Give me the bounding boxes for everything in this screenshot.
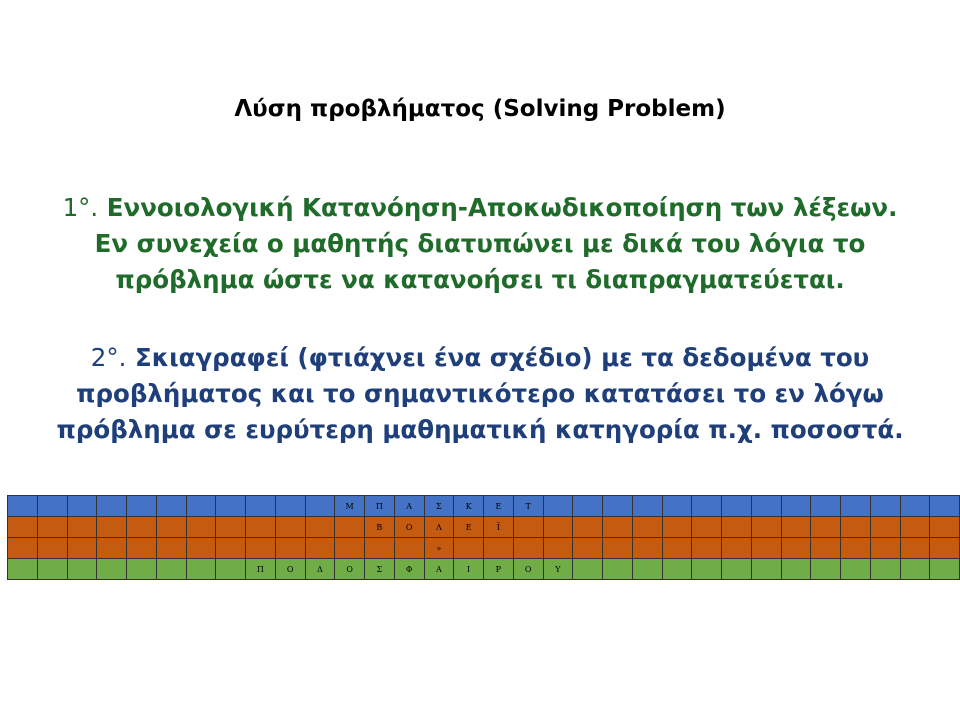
grid-cell: Ε (484, 496, 514, 517)
grid-cell (8, 517, 38, 538)
grid-cell (37, 496, 67, 517)
grid-cell (900, 559, 930, 580)
grid-cell (632, 559, 662, 580)
grid-cell (335, 538, 365, 559)
grid-cell: Ρ (484, 559, 514, 580)
grid-cell (216, 496, 246, 517)
grid-cell (156, 496, 186, 517)
grid-cell: Υ (543, 559, 573, 580)
grid-cell: Ο (275, 559, 305, 580)
grid-cell (156, 538, 186, 559)
grid-cell: Σ (424, 496, 454, 517)
grid-cell (632, 496, 662, 517)
grid-cell (662, 538, 692, 559)
slide-title: Λύση προβλήματος (Solving Problem) (234, 96, 726, 122)
grid-cell (67, 496, 97, 517)
grid-cell (900, 538, 930, 559)
step-1-text (0, 190, 960, 298)
grid-cell (97, 538, 127, 559)
grid-row (8, 559, 960, 580)
grid-cell: Β (365, 517, 395, 538)
grid-cell (305, 496, 335, 517)
grid-cell (67, 538, 97, 559)
grid-cell (781, 538, 811, 559)
grid-cell (127, 517, 157, 538)
step-2-line-3: πρόβλημα σε ευρύτερη μαθηματική κατηγορία π.χ. ποσοστά. (56, 415, 904, 444)
grid-cell (394, 538, 424, 559)
grid-cell (603, 517, 633, 538)
grid-cell: Κ (454, 496, 484, 517)
grid-cell (841, 559, 871, 580)
grid-cell (870, 559, 900, 580)
grid-cell (127, 496, 157, 517)
step-2-line-2: προβλήματος και το σημαντικότερο κατατάσει το εν λόγω (76, 379, 884, 408)
grid-cell (543, 517, 573, 538)
crossword-grid (7, 495, 960, 580)
grid-cell (781, 517, 811, 538)
grid-cell (870, 496, 900, 517)
grid-cell (186, 538, 216, 559)
grid-cell (722, 517, 752, 538)
grid-cell (8, 559, 38, 580)
grid-cell: » (424, 538, 454, 559)
grid-cell (454, 538, 484, 559)
grid-cell (513, 517, 543, 538)
grid-cell (692, 559, 722, 580)
grid-cell: Λ (424, 517, 454, 538)
grid-cell (216, 538, 246, 559)
grid-cell (632, 517, 662, 538)
grid-row (8, 517, 960, 538)
grid-cell (67, 559, 97, 580)
grid-cell (484, 538, 514, 559)
grid-cell: Ε (454, 517, 484, 538)
grid-cell (603, 559, 633, 580)
grid-cell (37, 517, 67, 538)
grid-cell (67, 517, 97, 538)
grid-cell (216, 517, 246, 538)
grid-cell (8, 538, 38, 559)
grid-cell (186, 517, 216, 538)
grid-cell: Σ (365, 559, 395, 580)
grid-cell (662, 559, 692, 580)
grid-cell (37, 538, 67, 559)
grid-cell (156, 517, 186, 538)
grid-cell (900, 496, 930, 517)
step-1-line-1-text: Εννοιολογική Κατανόηση-Αποκωδικοποίηση των λέξεων. (106, 193, 898, 222)
step-1-line-2: Εν συνεχεία ο μαθητής διατυπώνει με δικά του λόγια το (94, 229, 866, 258)
grid-cell: Δ (305, 559, 335, 580)
grid-cell (246, 496, 276, 517)
grid-cell: Ο (513, 559, 543, 580)
grid-cell (692, 496, 722, 517)
grid-cell (8, 496, 38, 517)
grid-cell: Α (394, 496, 424, 517)
grid-cell (275, 496, 305, 517)
step-1-number: 1°. (62, 193, 99, 222)
grid-cell (543, 538, 573, 559)
grid-cell (781, 559, 811, 580)
grid-cell (811, 496, 841, 517)
grid-cell (722, 496, 752, 517)
step-1-line-3: πρόβλημα ώστε να κατανοήσει τι διαπραγματεύεται. (115, 265, 845, 294)
grid-cell (97, 559, 127, 580)
grid-cell: Τ (513, 496, 543, 517)
grid-cell (305, 517, 335, 538)
grid-cell: Φ (394, 559, 424, 580)
grid-cell: Ϊ (484, 517, 514, 538)
grid-cell (870, 517, 900, 538)
grid-cell (870, 538, 900, 559)
grid-cell (37, 559, 67, 580)
grid-cell (603, 496, 633, 517)
grid-cell (632, 538, 662, 559)
grid-cell: Π (365, 496, 395, 517)
grid-cell: Α (424, 559, 454, 580)
grid-cell (781, 496, 811, 517)
grid-cell: Ο (394, 517, 424, 538)
grid-cell (841, 517, 871, 538)
grid-cell (751, 559, 781, 580)
grid-cell (900, 517, 930, 538)
grid-cell (603, 538, 633, 559)
grid-cell (275, 538, 305, 559)
step-2-number: 2°. (90, 343, 127, 372)
grid-cell (662, 517, 692, 538)
grid-cell (186, 559, 216, 580)
grid-cell (246, 517, 276, 538)
grid-cell (751, 517, 781, 538)
grid-cell (751, 496, 781, 517)
grid-cell (513, 538, 543, 559)
grid-cell: Μ (335, 496, 365, 517)
grid-cell (751, 538, 781, 559)
grid-cell (156, 559, 186, 580)
grid-cell (573, 517, 603, 538)
grid-cell: Ι (454, 559, 484, 580)
grid-cell (841, 538, 871, 559)
grid-cell (97, 496, 127, 517)
grid-cell (216, 559, 246, 580)
grid-cell (692, 538, 722, 559)
grid-cell (186, 496, 216, 517)
step-2-line-1 (0, 340, 960, 376)
grid-cell (930, 559, 960, 580)
grid-cell (662, 496, 692, 517)
grid-cell (930, 517, 960, 538)
grid-cell (543, 496, 573, 517)
grid-cell (365, 538, 395, 559)
step-2-text (0, 340, 960, 448)
grid-cell (573, 496, 603, 517)
grid-cell (722, 559, 752, 580)
grid-row (8, 496, 960, 517)
grid-cell (275, 517, 305, 538)
grid-cell (127, 538, 157, 559)
grid-cell (811, 517, 841, 538)
grid-cell (573, 559, 603, 580)
grid-cell (246, 538, 276, 559)
grid-cell (811, 538, 841, 559)
grid-cell (305, 538, 335, 559)
grid-cell (930, 496, 960, 517)
grid-cell (573, 538, 603, 559)
grid-row (8, 538, 960, 559)
grid-cell (722, 538, 752, 559)
grid-cell: Ο (335, 559, 365, 580)
grid-cell (692, 517, 722, 538)
grid-cell: Π (246, 559, 276, 580)
grid-cell (127, 559, 157, 580)
grid-cell (335, 517, 365, 538)
step-1-line-1 (0, 190, 960, 226)
grid-cell (811, 559, 841, 580)
step-2-line-1-text: Σκιαγραφεί (φτιάχνει ένα σχέδιο) με τα δεδομένα του (134, 343, 870, 372)
grid-cell (841, 496, 871, 517)
grid-cell (97, 517, 127, 538)
grid-cell (930, 538, 960, 559)
